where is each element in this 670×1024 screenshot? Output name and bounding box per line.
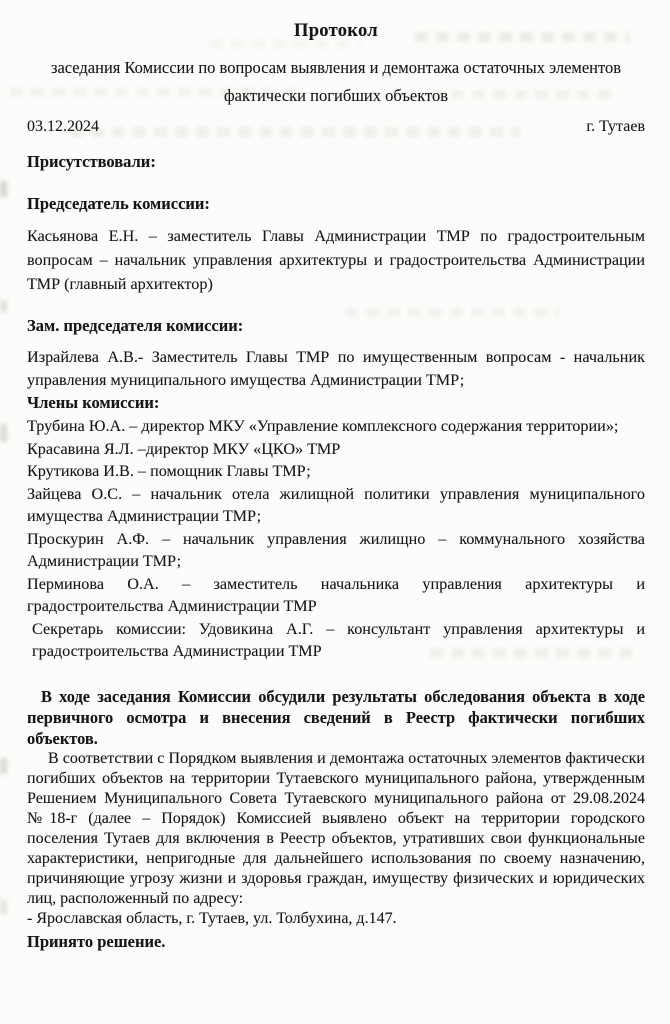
body-paragraph: В соответствии с Порядком выявления и демонтажа остаточных элементов фактически погибших объектов на территории Тутаевского муниципального района, утвержденным Решением Муниципального Совета Тутаевского муниципального района от 29.08.2024 №18-г (далее – Порядок) Комиссией выявлено объект на территории городского поселения Тутаев для включения в Реестр объектов, утративших свои функциональные характеристики, непригодные для дальнейшего использования по своему назначению, причиняющие угрозу жизни и здоровья граждан, имуществу физических и юридических лиц, расположенный по адресу:	[27, 749, 645, 907]
secretary-entry: Секретарь комиссии: Удовикина А.Г. – консультант управления архитектуры и градостроительства Администрации ТМР	[32, 619, 645, 660]
scan-edge-smudge	[0, 900, 7, 914]
members-list	[27, 415, 645, 663]
date-place-row	[27, 116, 645, 138]
member-entry: Зайцева О.С. – начальник отела жилищной политики управления муниципального имущества Администрации ТМР;	[27, 484, 645, 525]
document-subtitle: заседания Комиссии по вопросам выявления и демонтажа остаточных элементов фактически погибших объектов	[50, 58, 622, 105]
chairman-entry: Касьянова Е.Н. – заместитель Главы Администрации ТМР по градостроительным вопросам – начальник управления архитектуры и градостроительства Администрации ТМР (главный архитектор)	[27, 227, 645, 293]
member-entry: Крутикова И.В. – помощник Главы ТМР;	[27, 462, 311, 480]
scan-edge-smudge	[0, 300, 7, 312]
resolution-intro: В ходе заседания Комиссии обсудили результаты обследования объекта в ходе первичного осмотра и внесения сведений в Реестр фактически погибших объектов.	[27, 686, 645, 748]
deputy-entry: Израйлева А.В.- Заместитель Главы ТМР по имущественным вопросам - начальник управления муниципального имущества Администрации ТМР;	[27, 348, 645, 389]
member-entry: Проскурин А.Ф. – начальник управления жилищно – коммунального хозяйства Администрации ТМР;	[27, 529, 645, 570]
members-heading: Члены комиссии:	[27, 393, 160, 412]
chairman-heading: Председатель комиссии:	[27, 194, 210, 213]
member-entry: Перминова О.А. – заместитель начальника управления архитектуры и градостроительства Администрации ТМР	[27, 574, 645, 615]
deputy-heading: Зам. председателя комиссии:	[27, 316, 244, 335]
decision-heading: Принято решение.	[27, 931, 166, 951]
member-entry: Красавина Я.Л. –директор МКУ «ЦКО» ТМР	[27, 439, 341, 458]
scan-edge-smudge	[0, 181, 7, 197]
member-entry: Трубина Ю.А. – директор МКУ «Управление комплексного содержания территории»;	[27, 417, 619, 435]
document-title: Протокол	[294, 21, 378, 41]
attendees-heading: Присутствовали:	[27, 152, 156, 171]
scan-edge-smudge	[0, 424, 7, 442]
address-line: - Ярославская область, г. Тутаев, ул. Толбухина, д.147.	[27, 909, 397, 927]
scan-edge-smudge	[0, 758, 7, 774]
document-date: 03.12.2024	[27, 118, 99, 135]
document-place: г. Тутаев	[586, 118, 645, 135]
